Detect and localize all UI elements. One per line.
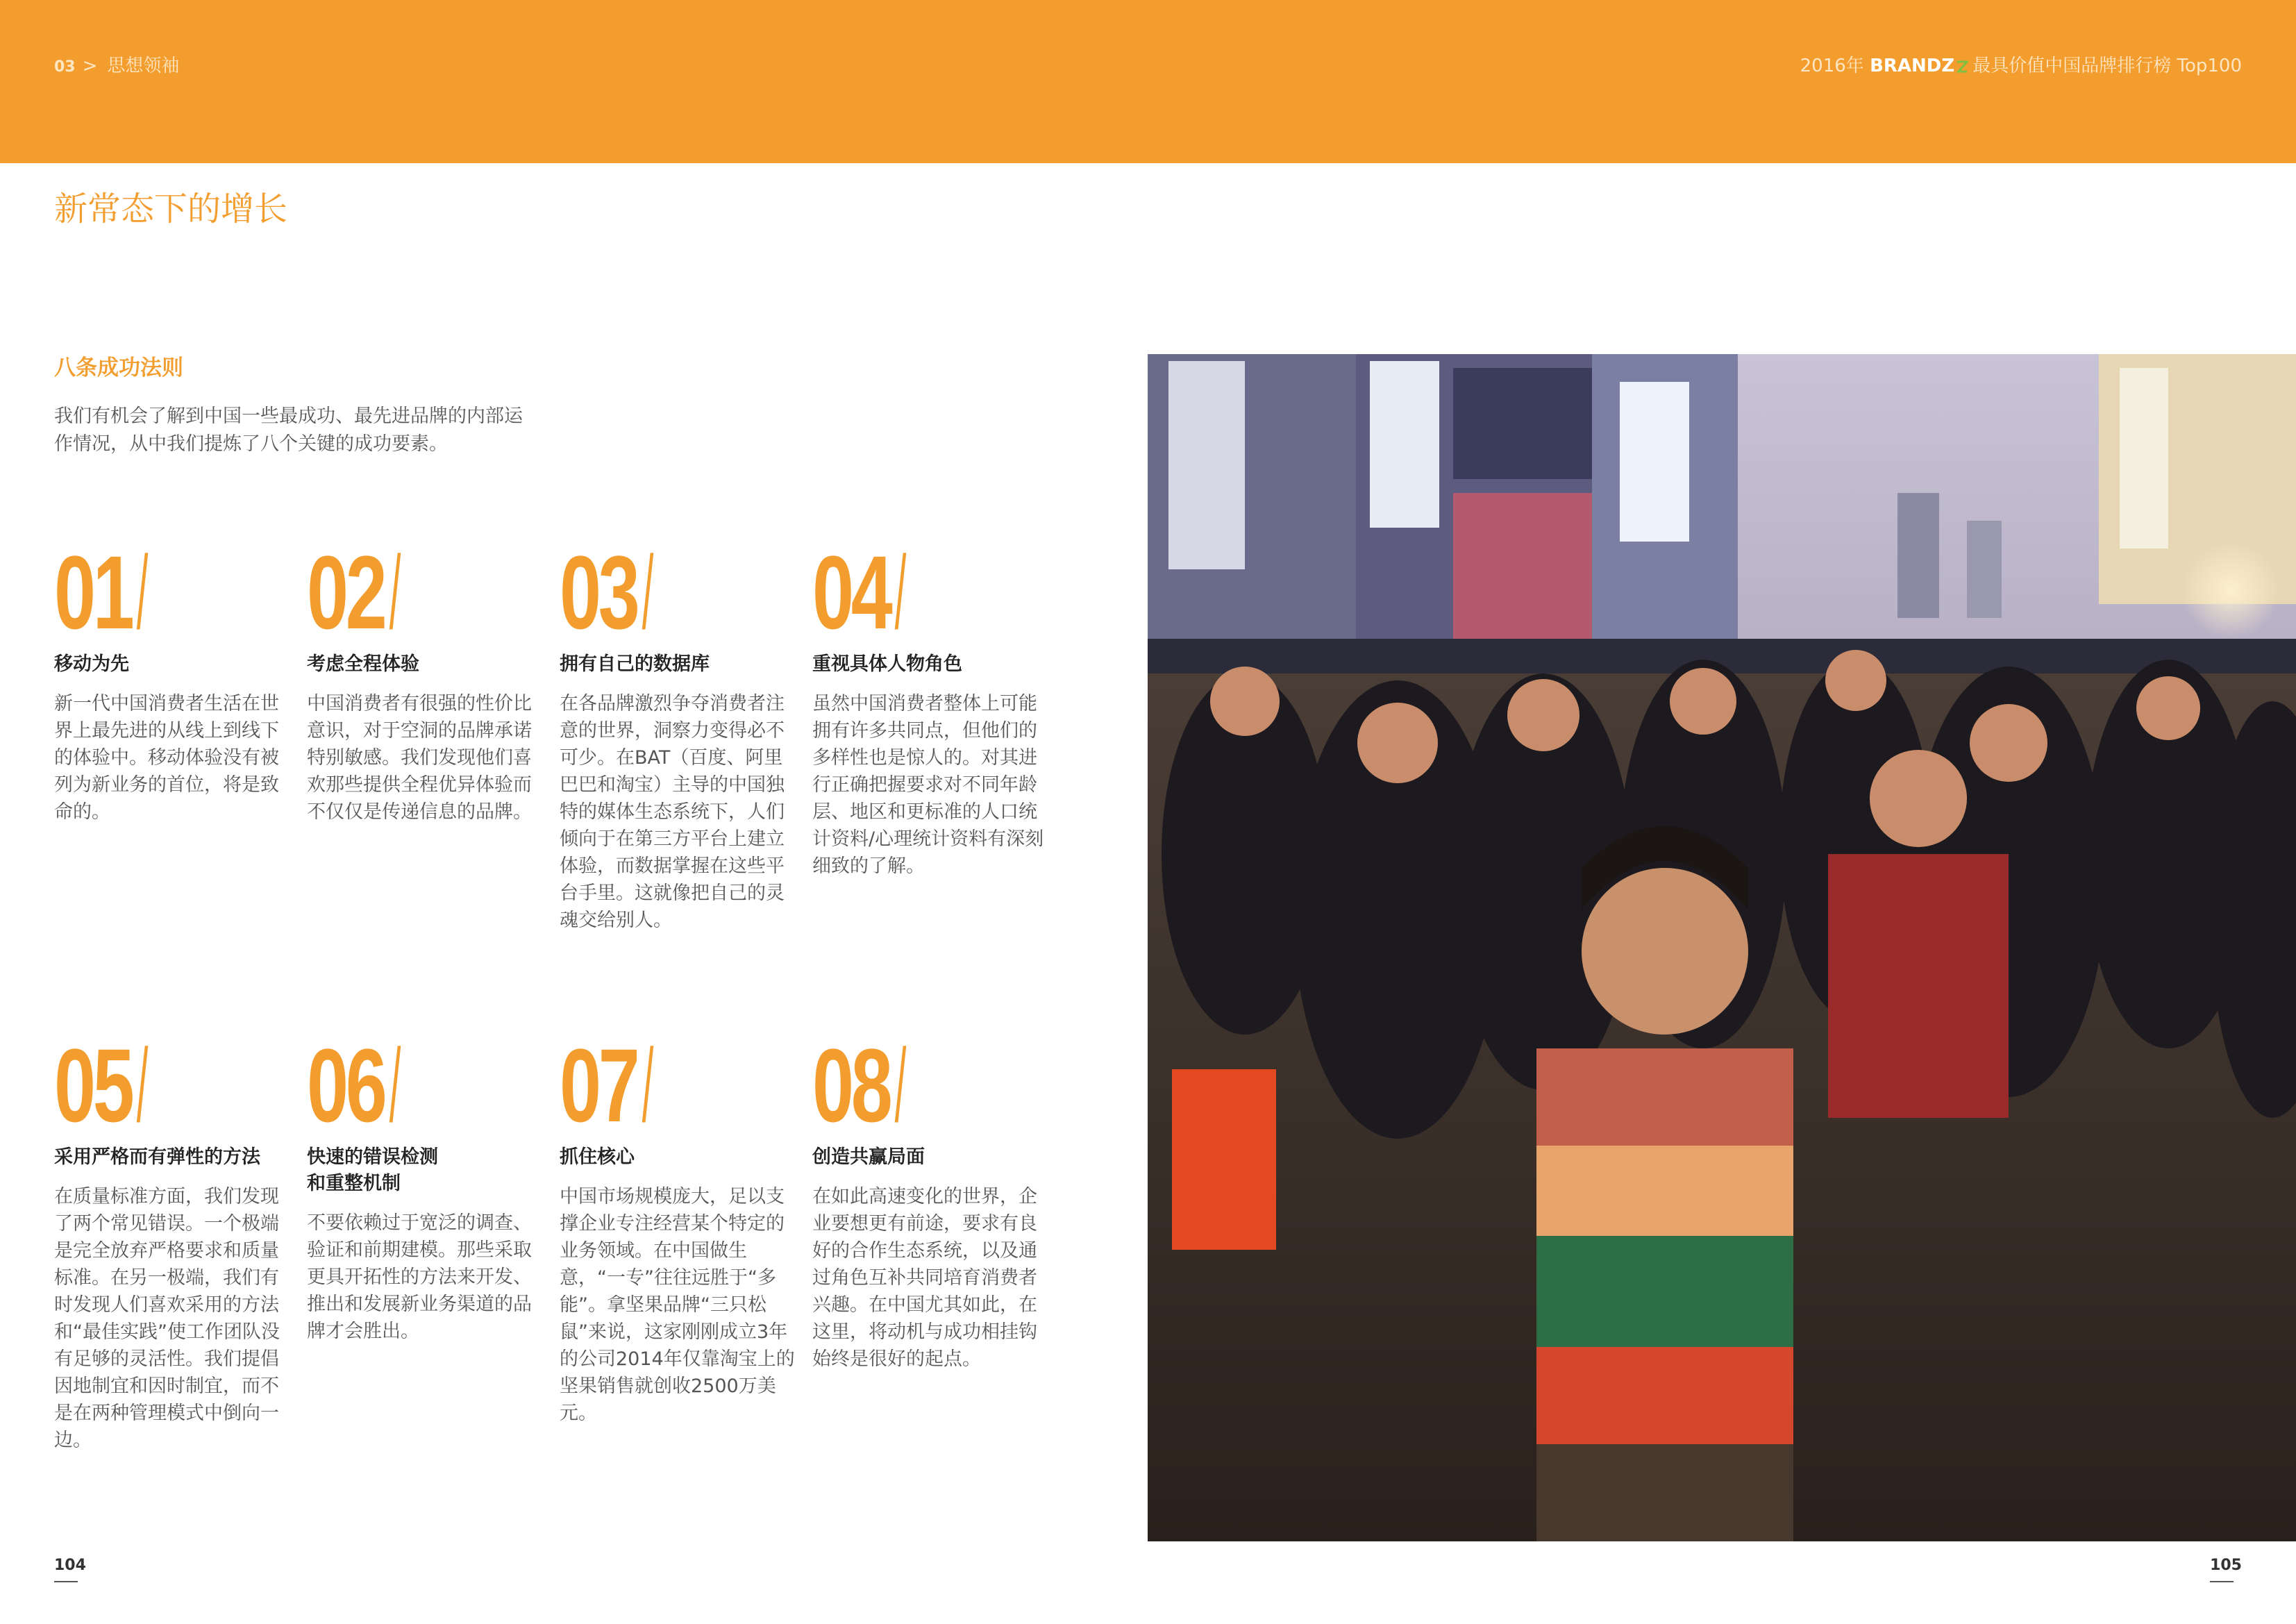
section-number: 03 (54, 58, 76, 76)
rule-08 (812, 1027, 1055, 1373)
section-name: 思想领袖 (107, 56, 180, 76)
rule-number: 08/ (812, 1027, 907, 1144)
rule-body: 虽然中国消费者整体上可能拥有许多共同点，但他们的多样性也是惊人的。对其进行正确把握要求对不同年龄层、地区和更标准的人口统计资料/心理统计资料有深刻细致的了解。 (812, 693, 1044, 877)
rule-number: 07/ (560, 1027, 654, 1144)
rule-body: 在如此高速变化的世界，企业要想更有前途，要求有良好的合作生态系统，以及通过角色互补共同培育消费者兴趣。在中国尤其如此，在这里，将动机与成功相挂钩始终是很好的起点。 (812, 1186, 1037, 1370)
crowd-at-night-city-square-photo (1148, 354, 2296, 1541)
publication-year: 2016年 (1800, 56, 1864, 76)
rule-body: 在各品牌激烈争夺消费者注意的世界，洞察力变得必不可少。在BAT（百度、阿里巴巴和淘宝）主导的中国独特的媒体生态系统下，人们倾向于在第三方平台上建立体验，而数据掌握在这些平台手里。这就像把自己的灵魂交给别人。 (560, 693, 785, 931)
rule-title: 抓住核心 (560, 1146, 635, 1168)
rule-title: 拥有自己的数据库 (560, 653, 710, 675)
rule-body: 不要依赖过于宽泛的调查、验证和前期建模。那些采取更具开拓性的方法来开发、推出和发展新业务渠道的品牌才会胜出。 (307, 1212, 532, 1342)
rule-number: 03/ (560, 534, 654, 651)
brandz-z-icon (1956, 60, 1968, 73)
breadcrumb (54, 51, 179, 77)
rule-06 (307, 1027, 550, 1345)
rule-title: 快速的错误检测和重整机制 (307, 1146, 438, 1194)
rule-01 (54, 534, 297, 826)
rule-05 (54, 1027, 297, 1454)
rule-04 (812, 534, 1055, 880)
section-intro: 我们有机会了解到中国一些最成功、最先进品牌的内部运作情况，从中我们提炼了八个关键的成功要素。 (54, 405, 523, 455)
rule-number: 06/ (307, 1027, 401, 1144)
crowd-photo (1148, 354, 2296, 1541)
rule-02 (307, 534, 550, 826)
rule-title: 考虑全程体验 (307, 653, 419, 675)
rule-body: 中国消费者有很强的性价比意识，对于空洞的品牌承诺特别敏感。我们发现他们喜欢那些提供全程优异体验而不仅仅是传递信息的品牌。 (307, 693, 532, 823)
rule-number: 02/ (307, 534, 401, 651)
rule-title: 创造共赢局面 (812, 1146, 925, 1168)
rule-title: 采用严格而有弹性的方法 (54, 1146, 260, 1168)
publication-title (1800, 51, 2242, 77)
rule-03 (560, 534, 803, 934)
rule-body: 在质量标准方面，我们发现了两个常见错误。一个极端是完全放弃严格要求和质量标准。在另一极端，我们有时发现人们喜欢采用的方法和“最佳实践”使工作团队没有足够的灵活性。我们提倡因地制宜和因时制宜，而不是在两种管理模式中倒向一边。 (54, 1186, 280, 1451)
rule-body: 新一代中国消费者生活在世界上最先进的从线上到线下的体验中。移动体验没有被列为新业务的首位，将是致命的。 (54, 693, 279, 823)
brand-name: BRANDZ (1870, 56, 1955, 76)
breadcrumb-separator: > (82, 56, 98, 76)
page-title: 新常态下的增长 (54, 190, 288, 228)
page-number-left: 104 (54, 1557, 86, 1582)
rule-07 (560, 1027, 803, 1427)
rule-body: 中国市场规模庞大，足以支撑企业专注经营某个特定的业务领域。在中国做生意，“一专”往往远胜于“多能”。拿坚果品牌“三只松鼠”来说，这家刚刚成立3年的公司2014年仅靠淘宝上的坚果销售就创收2500万美元。 (560, 1186, 795, 1424)
rule-title: 移动为先 (54, 653, 129, 675)
page-number-right: 105 (2210, 1557, 2242, 1582)
section-title: 八条成功法则 (54, 355, 183, 380)
rule-title: 重视具体人物角色 (812, 653, 962, 675)
rule-number: 01/ (54, 534, 149, 651)
publication-subtitle: 最具价值中国品牌排行榜 Top100 (1972, 56, 2242, 76)
rule-number: 04/ (812, 534, 907, 651)
header-bar (0, 0, 2296, 163)
rule-number: 05/ (54, 1027, 149, 1144)
